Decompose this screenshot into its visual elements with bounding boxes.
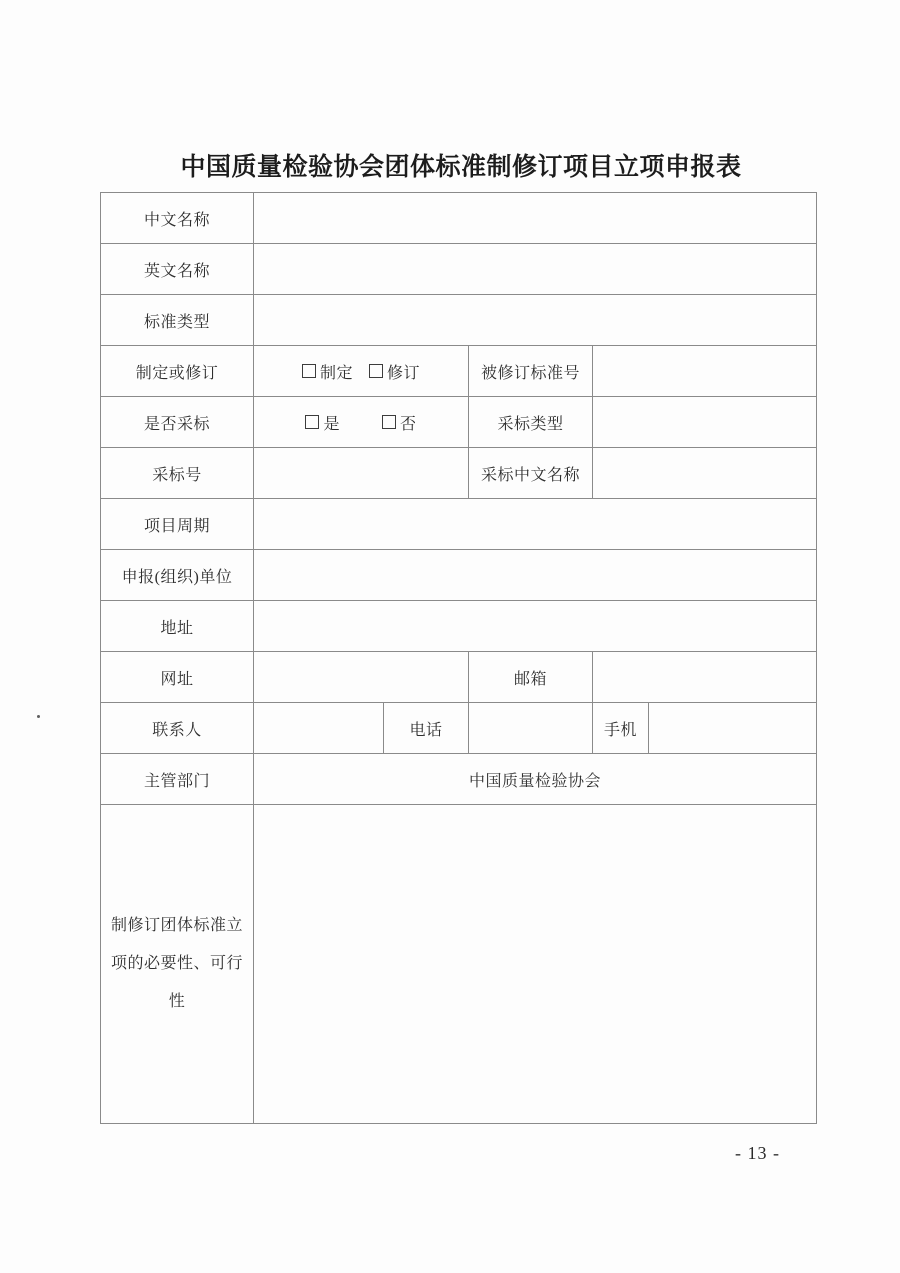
form-row-adopt-number bbox=[101, 448, 816, 499]
contact-label: 联系人 bbox=[101, 703, 254, 754]
adopt-options-cell bbox=[254, 397, 469, 448]
telephone-value-cell bbox=[469, 703, 593, 754]
ink-speck bbox=[37, 715, 40, 718]
page-title: 中国质量检验协会团体标准制修订项目立项申报表 bbox=[180, 152, 742, 181]
telephone-label: 电话 bbox=[384, 703, 469, 754]
necessity-label-cell bbox=[101, 805, 254, 1123]
option-revise bbox=[369, 360, 420, 383]
application-form-table bbox=[100, 192, 817, 1124]
option-revise-label: 修订 bbox=[387, 364, 421, 382]
page-number: - 13 - bbox=[735, 1143, 780, 1163]
revised-standard-number-value-cell bbox=[593, 346, 816, 397]
form-row-develop-or-revise bbox=[101, 346, 816, 397]
applicant-org-label: 申报(组织)单位 bbox=[101, 550, 254, 601]
option-yes bbox=[305, 411, 340, 434]
applicant-org-value-cell bbox=[254, 550, 816, 601]
contact-name-value-cell bbox=[254, 703, 384, 754]
option-develop bbox=[302, 360, 353, 383]
project-cycle-label: 项目周期 bbox=[101, 499, 254, 550]
adopt-type-value-cell bbox=[593, 397, 816, 448]
revised-standard-number-label: 被修订标准号 bbox=[469, 346, 593, 397]
adopt-type-label: 采标类型 bbox=[469, 397, 593, 448]
necessity-label: 制修订团体标准立项的必要性、可行性 bbox=[110, 917, 243, 1010]
website-label: 网址 bbox=[101, 652, 254, 703]
email-value-cell bbox=[593, 652, 816, 703]
adopt-chinese-name-value-cell bbox=[593, 448, 816, 499]
necessity-value-cell bbox=[254, 805, 816, 1123]
adopt-number-label: 采标号 bbox=[101, 448, 254, 499]
option-no bbox=[382, 411, 417, 434]
checkbox-icon bbox=[302, 364, 316, 378]
checkbox-icon bbox=[369, 364, 383, 378]
adopt-number-value-cell bbox=[254, 448, 469, 499]
standard-type-value-cell bbox=[254, 295, 816, 346]
project-cycle-value-cell bbox=[254, 499, 816, 550]
email-label: 邮箱 bbox=[469, 652, 593, 703]
checkbox-icon bbox=[382, 415, 396, 429]
adopt-chinese-name-label: 采标中文名称 bbox=[469, 448, 593, 499]
develop-or-revise-label: 制定或修订 bbox=[101, 346, 254, 397]
form-row-contact bbox=[101, 703, 816, 754]
develop-or-revise-options bbox=[302, 360, 420, 383]
adopt-label: 是否采标 bbox=[101, 397, 254, 448]
english-name-label: 英文名称 bbox=[101, 244, 254, 295]
website-value-cell bbox=[254, 652, 469, 703]
option-no-label: 否 bbox=[400, 415, 417, 433]
form-row-adopt bbox=[101, 397, 816, 448]
form-row-english-name bbox=[101, 244, 816, 295]
checkbox-icon bbox=[305, 415, 319, 429]
option-develop-label: 制定 bbox=[319, 364, 353, 382]
form-row-necessity bbox=[101, 805, 816, 1123]
supervisor-label: 主管部门 bbox=[101, 754, 254, 805]
develop-or-revise-options-cell bbox=[254, 346, 469, 397]
form-row-website bbox=[101, 652, 816, 703]
form-row-supervisor bbox=[101, 754, 816, 805]
adopt-options bbox=[305, 411, 416, 434]
form-row-address bbox=[101, 601, 816, 652]
form-row-project-cycle bbox=[101, 499, 816, 550]
form-row-chinese-name bbox=[101, 193, 816, 244]
option-yes-label: 是 bbox=[323, 415, 340, 433]
chinese-name-label: 中文名称 bbox=[101, 193, 254, 244]
supervisor-value: 中国质量检验协会 bbox=[254, 754, 816, 805]
chinese-name-value-cell bbox=[254, 193, 816, 244]
standard-type-label: 标准类型 bbox=[101, 295, 254, 346]
mobile-value-cell bbox=[649, 703, 816, 754]
form-row-applicant-org bbox=[101, 550, 816, 601]
english-name-value-cell bbox=[254, 244, 816, 295]
form-row-standard-type bbox=[101, 295, 816, 346]
address-label: 地址 bbox=[101, 601, 254, 652]
mobile-label: 手机 bbox=[593, 703, 649, 754]
address-value-cell bbox=[254, 601, 816, 652]
